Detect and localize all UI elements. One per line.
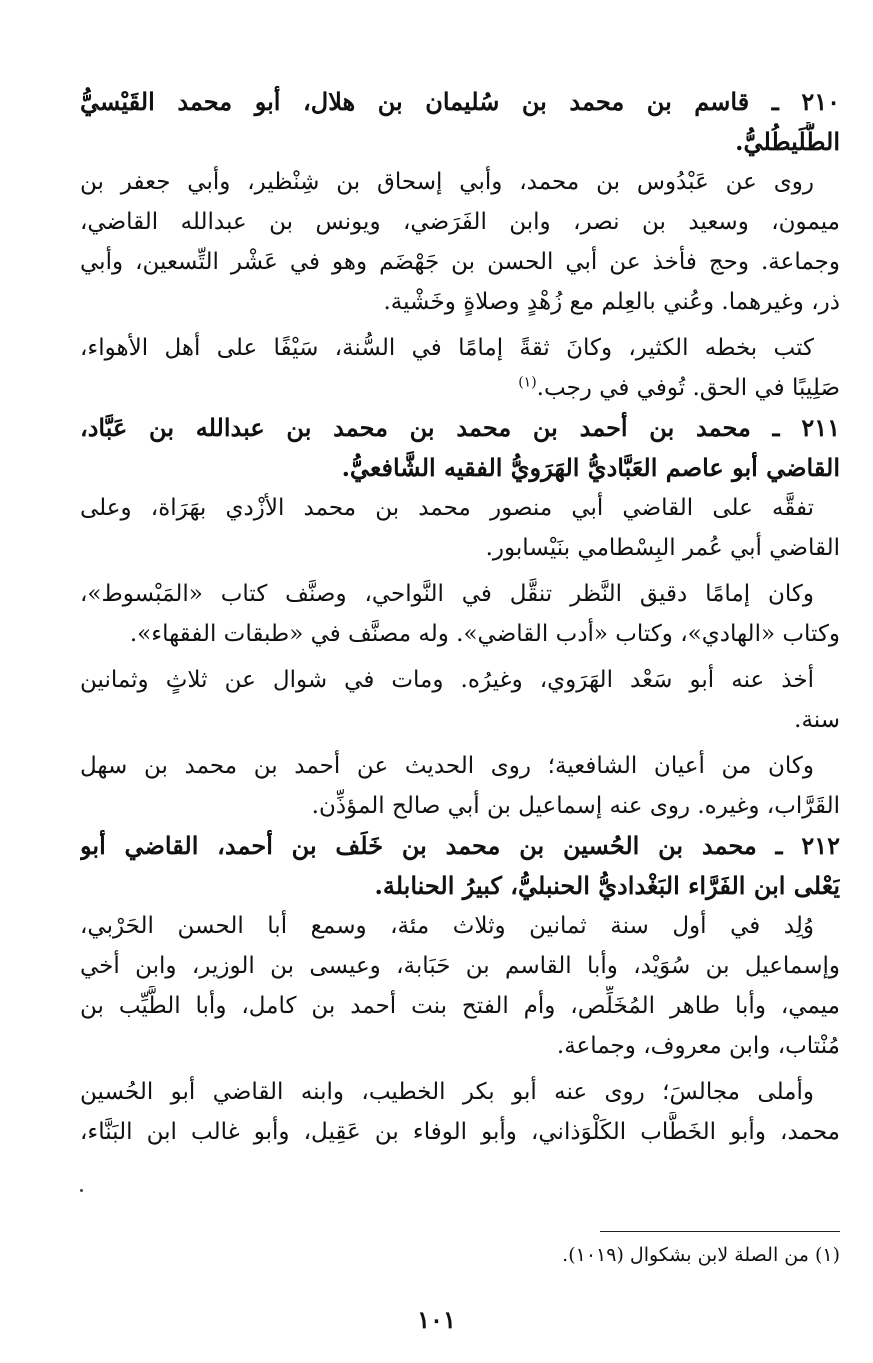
- paragraph: [80, 746, 840, 826]
- text-line: وكتاب «الهادي»، وكتاب «أدب القاضي». وله مصنَّف في «طبقات الفقهاء».: [129, 621, 840, 647]
- text-line: صَلِيبًا في الحق. تُوفي في رجب.: [536, 375, 840, 401]
- paragraph: [80, 574, 840, 654]
- text-line: سنة.: [794, 707, 840, 733]
- paragraph: [80, 906, 840, 1066]
- main-text: [80, 82, 840, 1152]
- entry-heading-line: القاضي أبو عاصم العَبَّاديُّ الهَرَويُّ الفقيه الشَّافعيُّ.: [341, 453, 840, 482]
- entry-heading-line: ٢١٠ ـ قاسم بن محمد بن سُليمان بن هلال، أبو محمد القَيْسيُّ: [80, 87, 840, 116]
- text-line: وجماعة. وحج فأخذ عن أبي الحسن بن جَهْضَم وهو في عَشْر التِّسعين، وأبي: [80, 249, 840, 275]
- paragraph: [80, 488, 840, 568]
- entry-heading-line: يَعْلى ابن الفَرَّاء البَغْداديُّ الحنبليُّ، كبيرُ الحنابلة.: [374, 871, 840, 900]
- footnote-separator: [600, 1231, 840, 1232]
- text-line: وإسماعيل بن سُوَيْد، وأبا القاسم بن حَبَابة، وعيسى بن الوزير، وابن أخي: [80, 953, 840, 979]
- biography-entry: [80, 408, 840, 826]
- paragraph: [80, 1072, 840, 1152]
- entry-heading-line: ٢١٢ ـ محمد بن الحُسين بن محمد بن خَلَف بن أحمد، القاضي أبو: [80, 831, 840, 860]
- text-line: روى عن عَبْدُوس بن محمد، وأبي إسحاق بن شِنْظير، وأبي جعفر بن: [80, 169, 814, 195]
- text-line: القَرَّاب، وغيره. روى عنه إسماعيل بن أبي صالح المؤذِّن.: [311, 793, 840, 819]
- biography-entry: [80, 82, 840, 408]
- text-line: ميمي، وأبا طاهر المُخَلِّص، وأم الفتح بنت أحمد بن كامل، وأبا الطَّيِّب بن: [80, 993, 840, 1019]
- text-line-with-footnote: [80, 368, 840, 408]
- text-line: أخذ عنه أبو سَعْد الهَرَوي، وغيرُه. ومات في شوال عن ثلاثٍ وثمانين: [80, 667, 814, 693]
- footnote: (١) من الصلة لابن بشكوال (١٠١٩).: [562, 1244, 840, 1266]
- paragraph: [80, 162, 840, 322]
- text-line: كتب بخطه الكثير، وكانَ ثقةً إمامًا في السُّنة، سَيْفًا على أهل الأهواء،: [80, 335, 814, 361]
- paragraph: [80, 660, 840, 740]
- text-line: مُنْتاب، وابن معروف، وجماعة.: [556, 1033, 840, 1059]
- text-line: وكان من أعيان الشافعية؛ روى الحديث عن أحمد بن محمد بن سهل: [80, 753, 814, 779]
- biography-entry: [80, 826, 840, 1152]
- page-number: ١٠١: [417, 1305, 456, 1334]
- text-line: تفقَّه على القاضي أبي منصور محمد بن محمد الأزْدي بهَرَاة، وعلى: [80, 495, 814, 521]
- text-line: ذر، وغيرهما. وعُني بالعِلم مع زُهْدٍ وصلاةٍ وخَشْية.: [383, 289, 840, 315]
- entry-heading-line: ٢١١ ـ محمد بن أحمد بن محمد بن محمد بن عبدالله بن عَبَّاد،: [80, 413, 840, 442]
- text-line: ميمون، وسعيد بن نصر، وابن الفَرَضي، ويونس بن عبدالله القاضي،: [80, 209, 840, 235]
- scan-speck: [80, 1189, 83, 1192]
- text-line: وُلِد في أول سنة ثمانين وثلاث مئة، وسمع أبا الحسن الحَرْبي،: [80, 913, 814, 939]
- footnote-marker: (١): [518, 374, 537, 391]
- entry-heading-line: الطُّلَيطُليُّ.: [735, 127, 840, 156]
- text-line: القاضي أبي عُمر البِسْطامي بنَيْسابور.: [485, 535, 840, 561]
- text-line: وكان إمامًا دقيق النَّظر تنقَّل في النَّواحي، وصنَّف كتاب «المَبْسوط»،: [80, 581, 814, 607]
- text-line: وأملى مجالسَ؛ روى عنه أبو بكر الخطيب، وابنه القاضي أبو الحُسين: [80, 1079, 814, 1105]
- paragraph: [80, 328, 840, 408]
- text-line: محمد، وأبو الخَطَّاب الكَلْوَذاني، وأبو الوفاء بن عَقِيل، وأبو غالب ابن البَنَّاء،: [80, 1119, 840, 1145]
